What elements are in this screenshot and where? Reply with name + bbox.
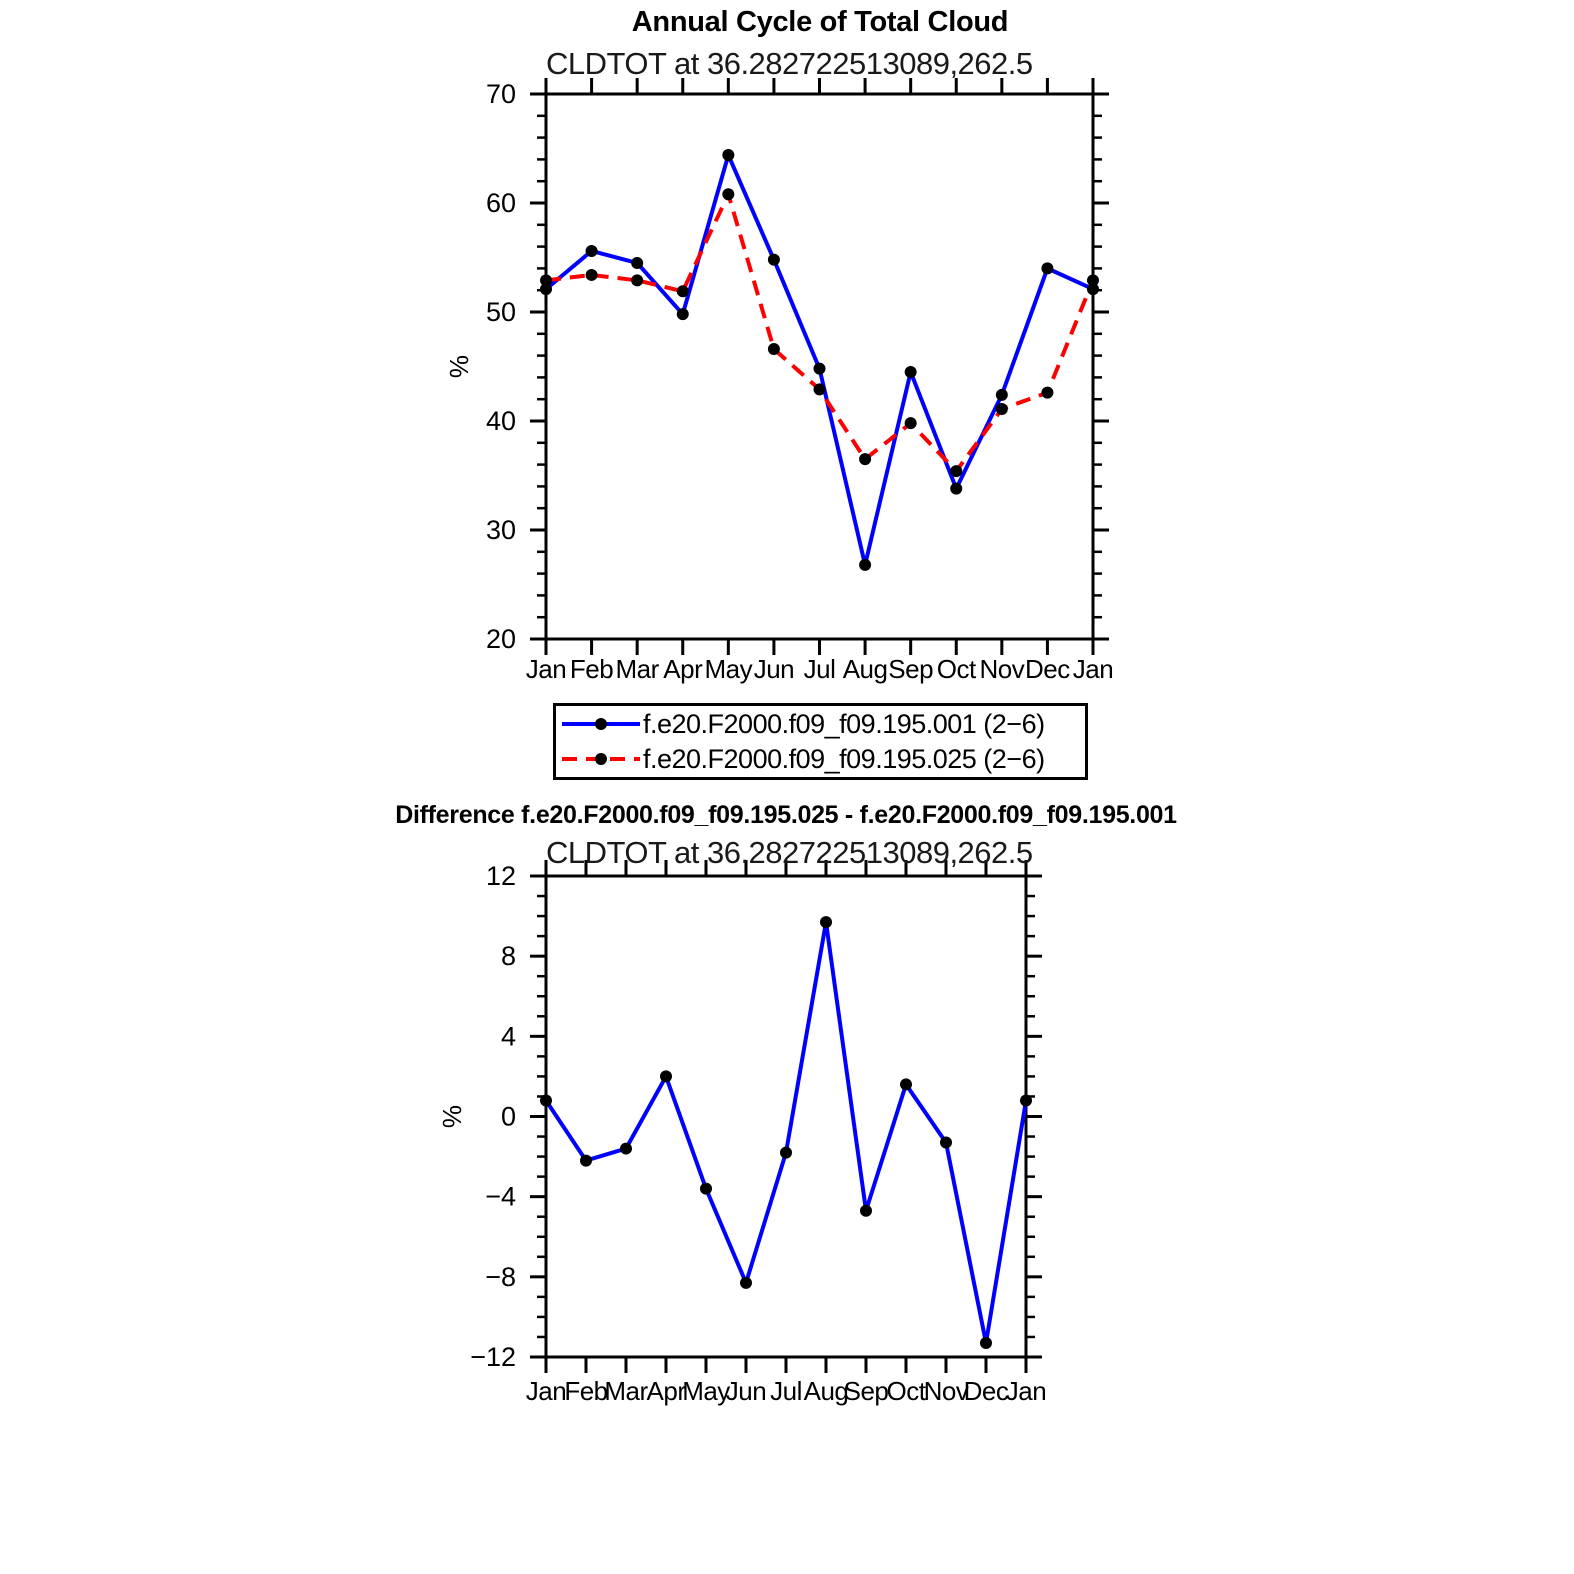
- y-tick-label: −4: [485, 1181, 516, 1212]
- y-tick-label: 40: [485, 406, 516, 436]
- data-point-marker: [540, 1094, 552, 1106]
- data-point-marker: [860, 1205, 872, 1217]
- month-label: Feb: [564, 1376, 608, 1406]
- data-point-marker: [540, 274, 552, 286]
- month-label: May: [704, 654, 753, 684]
- month-label: Apr: [646, 1376, 686, 1406]
- data-point-marker: [631, 274, 643, 286]
- month-label: Apr: [663, 654, 703, 684]
- legend-item-run-025: [556, 742, 1085, 777]
- month-label: Jun: [753, 654, 795, 684]
- data-point-marker: [768, 343, 780, 355]
- data-point-marker: [820, 916, 832, 928]
- y-tick-label: 12: [485, 861, 516, 891]
- month-label: Jul: [803, 654, 836, 684]
- data-point-marker: [940, 1137, 952, 1149]
- month-label: Mar: [615, 654, 659, 684]
- y-tick-label: 4: [500, 1021, 516, 1052]
- legend-label-run-025: f.e20.F2000.f09_f09.195.025 (2−6): [643, 743, 1045, 774]
- data-point-marker: [1020, 1094, 1032, 1106]
- bottom-chart-title: Difference f.e20.F2000.f09_f09.195.025 - f.e20.F2000.f09_f09.195.001: [395, 801, 1177, 829]
- month-label: Aug: [803, 1376, 849, 1406]
- month-label: Sep: [888, 654, 934, 684]
- data-point-marker: [859, 453, 871, 465]
- month-label: Feb: [569, 654, 614, 684]
- top-chart-title: Annual Cycle of Total Cloud: [631, 6, 1009, 38]
- data-point-marker: [1041, 387, 1053, 399]
- plot-frame-difference: [546, 876, 1026, 1357]
- month-label: Sep: [843, 1376, 889, 1406]
- month-label: Dec: [963, 1376, 1009, 1406]
- legend-line-sample-dashed-red: [559, 742, 643, 777]
- y-tick-label: 60: [485, 188, 516, 218]
- series-line-difference-0: [546, 922, 1026, 1343]
- y-tick-label: −8: [485, 1261, 516, 1292]
- data-point-marker: [631, 257, 643, 269]
- data-point-marker: [859, 559, 871, 571]
- month-label: Oct: [936, 654, 976, 684]
- legend-label-run-001: f.e20.F2000.f09_f09.195.001 (2−6): [643, 708, 1045, 739]
- y-tick-label: 50: [485, 297, 516, 327]
- y-axis-label: %: [437, 1104, 467, 1129]
- data-point-marker: [950, 465, 962, 477]
- data-point-marker: [996, 403, 1008, 415]
- month-label: Aug: [842, 654, 888, 684]
- month-label: Dec: [1025, 654, 1070, 684]
- month-label: Oct: [886, 1376, 926, 1406]
- month-label: Jan: [525, 654, 567, 684]
- series-line-annual-cycle-0: [546, 155, 1093, 565]
- data-point-marker: [980, 1337, 992, 1349]
- y-tick-label: 20: [485, 624, 516, 654]
- month-label: Jan: [1072, 654, 1114, 684]
- data-point-marker: [586, 269, 598, 281]
- data-point-marker: [722, 188, 734, 200]
- bottom-chart-subtitle: CLDTOT at 36.282722513089,262.5: [546, 835, 1033, 870]
- month-label: Jul: [770, 1376, 802, 1406]
- legend-line-sample-solid-blue: [559, 707, 643, 742]
- month-label: Nov: [979, 654, 1025, 684]
- data-point-marker: [996, 389, 1008, 401]
- data-point-marker: [677, 285, 689, 297]
- data-point-marker: [1041, 262, 1053, 274]
- data-point-marker: [722, 149, 734, 161]
- series-line-annual-cycle-1: [546, 194, 1093, 471]
- data-point-marker: [768, 254, 780, 266]
- data-point-marker: [1087, 274, 1099, 286]
- data-point-marker: [905, 417, 917, 429]
- data-point-marker: [586, 245, 598, 257]
- y-tick-label: 0: [500, 1101, 516, 1132]
- data-point-marker: [900, 1078, 912, 1090]
- data-point-marker: [660, 1070, 672, 1082]
- month-label: Jun: [725, 1376, 767, 1406]
- legend-item-run-001: [556, 707, 1085, 742]
- data-point-marker: [677, 308, 689, 320]
- y-tick-label: −12: [470, 1342, 516, 1372]
- month-label: May: [682, 1376, 730, 1406]
- data-point-marker: [620, 1143, 632, 1155]
- data-point-marker: [740, 1277, 752, 1289]
- y-tick-label: 30: [485, 515, 516, 545]
- y-tick-label: 70: [485, 79, 516, 109]
- data-point-marker: [814, 383, 826, 395]
- y-axis-label: %: [444, 354, 474, 379]
- legend-box: [553, 703, 1088, 780]
- month-label: Jan: [1005, 1376, 1047, 1406]
- data-point-marker: [814, 363, 826, 375]
- month-label: Jan: [525, 1376, 567, 1406]
- data-point-marker: [580, 1155, 592, 1167]
- data-point-marker: [905, 366, 917, 378]
- month-label: Nov: [923, 1376, 969, 1406]
- data-point-marker: [780, 1147, 792, 1159]
- y-tick-label: 8: [500, 941, 516, 972]
- month-label: Mar: [604, 1376, 648, 1406]
- data-point-marker: [950, 483, 962, 495]
- data-point-marker: [700, 1183, 712, 1195]
- top-chart-subtitle: CLDTOT at 36.282722513089,262.5: [546, 46, 1033, 81]
